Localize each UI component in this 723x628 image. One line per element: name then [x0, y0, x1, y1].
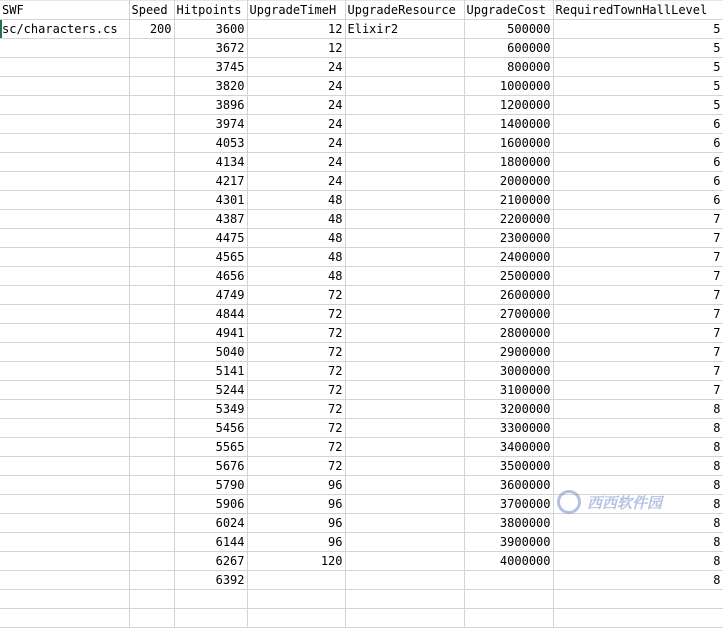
cell-requiredtownhalllevel[interactable]: 5 — [553, 20, 723, 39]
cell-upgradecost[interactable] — [464, 571, 553, 590]
cell-upgradetimeh[interactable]: 12 — [247, 39, 345, 58]
table-row — [0, 134, 723, 153]
cell-upgradecost[interactable]: 3100000 — [464, 381, 553, 400]
cell-upgraderesource[interactable] — [345, 39, 464, 58]
empty-cell[interactable] — [464, 609, 553, 628]
cell-speed[interactable] — [129, 191, 174, 210]
cell-speed[interactable] — [129, 514, 174, 533]
cell-hitpoints[interactable]: 4749 — [174, 286, 247, 305]
cell-upgradetimeh[interactable]: 24 — [247, 115, 345, 134]
cell-upgraderesource[interactable] — [345, 514, 464, 533]
cell-swf[interactable] — [0, 476, 129, 495]
cell-swf[interactable] — [0, 153, 129, 172]
cell-upgradecost[interactable]: 800000 — [464, 58, 553, 77]
cell-upgradecost[interactable]: 1200000 — [464, 96, 553, 115]
cell-requiredtownhalllevel[interactable]: 5 — [553, 58, 723, 77]
column-header-upgradetimeh[interactable]: UpgradeTimeH — [247, 1, 345, 20]
cell-speed[interactable] — [129, 58, 174, 77]
cell-requiredtownhalllevel[interactable]: 8 — [553, 419, 723, 438]
cell-swf[interactable] — [0, 343, 129, 362]
cell-upgradecost[interactable]: 1600000 — [464, 134, 553, 153]
table-row — [0, 191, 723, 210]
table-row — [0, 286, 723, 305]
cell-upgradecost[interactable]: 2900000 — [464, 343, 553, 362]
cell-requiredtownhalllevel[interactable]: 7 — [553, 248, 723, 267]
cell-swf[interactable] — [0, 96, 129, 115]
cell-requiredtownhalllevel[interactable]: 7 — [553, 324, 723, 343]
cell-requiredtownhalllevel[interactable]: 8 — [553, 533, 723, 552]
cell-upgraderesource[interactable] — [345, 457, 464, 476]
cell-hitpoints[interactable]: 3896 — [174, 96, 247, 115]
cell-requiredtownhalllevel[interactable]: 8 — [553, 457, 723, 476]
cell-swf[interactable] — [0, 172, 129, 191]
cell-swf[interactable] — [0, 552, 129, 571]
table-row — [0, 419, 723, 438]
cell-requiredtownhalllevel[interactable]: 6 — [553, 115, 723, 134]
cell-upgradecost[interactable]: 1400000 — [464, 115, 553, 134]
cell-upgradetimeh[interactable]: 24 — [247, 153, 345, 172]
table-row — [0, 400, 723, 419]
cell-upgradetimeh[interactable]: 72 — [247, 362, 345, 381]
cell-requiredtownhalllevel[interactable]: 8 — [553, 400, 723, 419]
cell-speed[interactable] — [129, 476, 174, 495]
cell-swf[interactable] — [0, 305, 129, 324]
cell-speed[interactable] — [129, 248, 174, 267]
cell-upgradetimeh[interactable]: 72 — [247, 457, 345, 476]
table-row — [0, 343, 723, 362]
cell-upgradecost[interactable]: 3200000 — [464, 400, 553, 419]
cell-speed[interactable] — [129, 172, 174, 191]
header-row — [0, 1, 723, 20]
cell-upgradetimeh[interactable]: 96 — [247, 533, 345, 552]
cell-upgraderesource[interactable] — [345, 248, 464, 267]
cell-upgraderesource[interactable] — [345, 172, 464, 191]
cell-upgradetimeh[interactable]: 48 — [247, 210, 345, 229]
cell-hitpoints[interactable]: 4475 — [174, 229, 247, 248]
table-row — [0, 58, 723, 77]
cell-upgraderesource[interactable] — [345, 286, 464, 305]
cell-swf[interactable] — [0, 77, 129, 96]
cell-upgradecost[interactable]: 3300000 — [464, 419, 553, 438]
table-row — [0, 77, 723, 96]
cell-speed[interactable] — [129, 267, 174, 286]
cell-hitpoints[interactable]: 3974 — [174, 115, 247, 134]
cell-hitpoints[interactable]: 4134 — [174, 153, 247, 172]
cell-hitpoints[interactable]: 3672 — [174, 39, 247, 58]
cell-upgradetimeh[interactable]: 96 — [247, 514, 345, 533]
cell-upgraderesource[interactable] — [345, 77, 464, 96]
column-header-upgraderesource[interactable]: UpgradeResource — [345, 1, 464, 20]
cell-hitpoints[interactable]: 4301 — [174, 191, 247, 210]
cell-speed[interactable] — [129, 571, 174, 590]
cell-speed[interactable] — [129, 286, 174, 305]
cell-swf[interactable] — [0, 438, 129, 457]
cell-upgradetimeh[interactable]: 72 — [247, 381, 345, 400]
table-row — [0, 552, 723, 571]
cell-requiredtownhalllevel[interactable]: 5 — [553, 39, 723, 58]
cell-upgradecost[interactable]: 3500000 — [464, 457, 553, 476]
cell-swf[interactable] — [0, 115, 129, 134]
cell-swf[interactable] — [0, 229, 129, 248]
cell-swf[interactable] — [0, 210, 129, 229]
cell-upgradecost[interactable]: 3900000 — [464, 533, 553, 552]
cell-upgraderesource[interactable] — [345, 438, 464, 457]
table-row — [0, 20, 723, 39]
cell-hitpoints[interactable]: 5040 — [174, 343, 247, 362]
cell-hitpoints[interactable]: 6267 — [174, 552, 247, 571]
empty-cell[interactable] — [174, 609, 247, 628]
cell-speed[interactable] — [129, 134, 174, 153]
cell-requiredtownhalllevel[interactable]: 8 — [553, 438, 723, 457]
cell-speed[interactable] — [129, 419, 174, 438]
table-row — [0, 514, 723, 533]
cell-hitpoints[interactable]: 3745 — [174, 58, 247, 77]
cell-upgradetimeh[interactable]: 72 — [247, 400, 345, 419]
cell-speed[interactable] — [129, 305, 174, 324]
cell-upgraderesource[interactable] — [345, 419, 464, 438]
cell-hitpoints[interactable]: 3820 — [174, 77, 247, 96]
cell-upgradetimeh[interactable]: 72 — [247, 438, 345, 457]
cell-speed[interactable] — [129, 438, 174, 457]
cell-hitpoints[interactable]: 6144 — [174, 533, 247, 552]
cell-upgradetimeh[interactable]: 96 — [247, 476, 345, 495]
empty-cell[interactable] — [247, 609, 345, 628]
cell-requiredtownhalllevel[interactable]: 6 — [553, 172, 723, 191]
table-row — [0, 495, 723, 514]
empty-row — [0, 609, 723, 628]
cell-upgraderesource[interactable] — [345, 191, 464, 210]
cell-upgradetimeh[interactable]: 48 — [247, 229, 345, 248]
empty-cell[interactable] — [0, 609, 129, 628]
cell-swf[interactable]: sc/characters.cs — [0, 20, 129, 39]
cell-upgraderesource[interactable] — [345, 115, 464, 134]
table-row — [0, 571, 723, 590]
cell-upgraderesource[interactable] — [345, 552, 464, 571]
cell-speed[interactable] — [129, 495, 174, 514]
cell-swf[interactable] — [0, 419, 129, 438]
cell-upgraderesource[interactable] — [345, 400, 464, 419]
cell-requiredtownhalllevel[interactable]: 8 — [553, 514, 723, 533]
cell-hitpoints[interactable]: 6024 — [174, 514, 247, 533]
watermark-text: 西西软件园 — [587, 495, 663, 512]
empty-cell[interactable] — [174, 590, 247, 609]
cell-upgradetimeh[interactable]: 72 — [247, 286, 345, 305]
cell-swf[interactable] — [0, 39, 129, 58]
table-row — [0, 438, 723, 457]
cell-hitpoints[interactable]: 5906 — [174, 495, 247, 514]
cell-requiredtownhalllevel[interactable]: 7 — [553, 210, 723, 229]
cell-upgradecost[interactable]: 4000000 — [464, 552, 553, 571]
cell-upgradetimeh[interactable]: 24 — [247, 134, 345, 153]
table-row — [0, 96, 723, 115]
cell-upgraderesource[interactable] — [345, 229, 464, 248]
cell-upgradetimeh[interactable]: 72 — [247, 343, 345, 362]
empty-cell[interactable] — [345, 609, 464, 628]
cell-requiredtownhalllevel[interactable]: 5 — [553, 96, 723, 115]
cell-hitpoints[interactable]: 5676 — [174, 457, 247, 476]
cell-speed[interactable] — [129, 96, 174, 115]
cell-speed[interactable]: 200 — [129, 20, 174, 39]
cell-upgraderesource[interactable] — [345, 153, 464, 172]
cell-upgraderesource[interactable] — [345, 134, 464, 153]
cell-hitpoints[interactable]: 5565 — [174, 438, 247, 457]
empty-cell[interactable] — [553, 590, 723, 609]
cell-requiredtownhalllevel[interactable]: 7 — [553, 381, 723, 400]
cell-speed[interactable] — [129, 229, 174, 248]
cell-upgradecost[interactable]: 2400000 — [464, 248, 553, 267]
cell-hitpoints[interactable]: 4053 — [174, 134, 247, 153]
table-row — [0, 362, 723, 381]
cell-swf[interactable] — [0, 134, 129, 153]
column-header-swf[interactable]: SWF — [0, 1, 129, 20]
cell-speed[interactable] — [129, 115, 174, 134]
cell-speed[interactable] — [129, 343, 174, 362]
cell-hitpoints[interactable]: 4844 — [174, 305, 247, 324]
cell-hitpoints[interactable]: 4565 — [174, 248, 247, 267]
cell-swf[interactable] — [0, 324, 129, 343]
cell-requiredtownhalllevel[interactable]: 7 — [553, 286, 723, 305]
cell-upgraderesource[interactable] — [345, 96, 464, 115]
cell-hitpoints[interactable]: 5349 — [174, 400, 247, 419]
cell-swf[interactable] — [0, 381, 129, 400]
cell-upgradecost[interactable]: 1000000 — [464, 77, 553, 96]
cell-swf[interactable] — [0, 191, 129, 210]
cell-upgradetimeh[interactable]: 72 — [247, 419, 345, 438]
cell-upgraderesource[interactable] — [345, 343, 464, 362]
cell-speed[interactable] — [129, 533, 174, 552]
cell-requiredtownhalllevel[interactable]: 8 — [553, 571, 723, 590]
cell-upgraderesource[interactable] — [345, 476, 464, 495]
cell-speed[interactable] — [129, 362, 174, 381]
cell-speed[interactable] — [129, 153, 174, 172]
cell-hitpoints[interactable]: 5456 — [174, 419, 247, 438]
table-row — [0, 267, 723, 286]
cell-hitpoints[interactable]: 4656 — [174, 267, 247, 286]
cell-upgradetimeh[interactable]: 96 — [247, 495, 345, 514]
cell-upgraderesource[interactable] — [345, 267, 464, 286]
cell-upgradecost[interactable]: 2300000 — [464, 229, 553, 248]
cell-upgradecost[interactable]: 2200000 — [464, 210, 553, 229]
cell-swf[interactable] — [0, 533, 129, 552]
column-header-upgradecost[interactable]: UpgradeCost — [464, 1, 553, 20]
cell-speed[interactable] — [129, 77, 174, 96]
cell-requiredtownhalllevel[interactable]: 8 — [553, 476, 723, 495]
cell-upgradecost[interactable]: 600000 — [464, 39, 553, 58]
cell-upgraderesource[interactable] — [345, 58, 464, 77]
cell-swf[interactable] — [0, 248, 129, 267]
cell-hitpoints[interactable]: 5244 — [174, 381, 247, 400]
cell-upgradecost[interactable]: 3400000 — [464, 438, 553, 457]
cell-upgradecost[interactable]: 3700000 — [464, 495, 553, 514]
cell-upgradecost[interactable]: 1800000 — [464, 153, 553, 172]
cell-speed[interactable] — [129, 39, 174, 58]
cell-swf[interactable] — [0, 514, 129, 533]
cell-upgradetimeh[interactable] — [247, 571, 345, 590]
cell-upgraderesource[interactable] — [345, 533, 464, 552]
cell-hitpoints[interactable]: 6392 — [174, 571, 247, 590]
cell-requiredtownhalllevel[interactable]: 7 — [553, 267, 723, 286]
table-row — [0, 39, 723, 58]
table-row — [0, 115, 723, 134]
cell-upgradetimeh[interactable]: 24 — [247, 172, 345, 191]
column-header-requiredtownhalllevel[interactable]: RequiredTownHallLevel — [553, 1, 723, 20]
cell-speed[interactable] — [129, 210, 174, 229]
cell-upgraderesource[interactable] — [345, 362, 464, 381]
cell-swf[interactable] — [0, 286, 129, 305]
empty-cell[interactable] — [247, 590, 345, 609]
cell-swf[interactable] — [0, 58, 129, 77]
cell-upgradecost[interactable]: 2100000 — [464, 191, 553, 210]
cell-requiredtownhalllevel[interactable]: 8 — [553, 552, 723, 571]
cell-upgradetimeh[interactable]: 48 — [247, 191, 345, 210]
cell-speed[interactable] — [129, 457, 174, 476]
cell-upgradecost[interactable]: 500000 — [464, 20, 553, 39]
cell-hitpoints[interactable]: 4387 — [174, 210, 247, 229]
cell-upgradetimeh[interactable]: 120 — [247, 552, 345, 571]
cell-requiredtownhalllevel[interactable]: 8 — [553, 495, 723, 514]
cell-swf[interactable] — [0, 362, 129, 381]
cell-upgraderesource[interactable]: Elixir2 — [345, 20, 464, 39]
empty-row — [0, 590, 723, 609]
table-row — [0, 210, 723, 229]
cell-upgradetimeh[interactable]: 72 — [247, 305, 345, 324]
cell-upgraderesource[interactable] — [345, 381, 464, 400]
table-row — [0, 457, 723, 476]
column-header-hitpoints[interactable]: Hitpoints — [174, 1, 247, 20]
cell-speed[interactable] — [129, 324, 174, 343]
cell-upgraderesource[interactable] — [345, 305, 464, 324]
empty-cell[interactable] — [345, 590, 464, 609]
cell-upgradecost[interactable]: 2800000 — [464, 324, 553, 343]
cell-upgradecost[interactable]: 3800000 — [464, 514, 553, 533]
cell-requiredtownhalllevel[interactable]: 7 — [553, 343, 723, 362]
cell-hitpoints[interactable]: 4217 — [174, 172, 247, 191]
cell-upgradetimeh[interactable]: 48 — [247, 267, 345, 286]
table-row — [0, 153, 723, 172]
cell-requiredtownhalllevel[interactable]: 6 — [553, 134, 723, 153]
cell-upgradetimeh[interactable]: 48 — [247, 248, 345, 267]
cell-swf[interactable] — [0, 400, 129, 419]
table-row — [0, 476, 723, 495]
cell-upgradecost[interactable]: 2500000 — [464, 267, 553, 286]
cell-swf[interactable] — [0, 457, 129, 476]
table-row — [0, 172, 723, 191]
cell-upgradetimeh[interactable]: 24 — [247, 58, 345, 77]
empty-cell[interactable] — [129, 590, 174, 609]
cell-upgradecost[interactable]: 2000000 — [464, 172, 553, 191]
cell-upgraderesource[interactable] — [345, 324, 464, 343]
cell-upgradetimeh[interactable]: 12 — [247, 20, 345, 39]
cell-swf[interactable] — [0, 571, 129, 590]
cell-swf[interactable] — [0, 495, 129, 514]
cell-requiredtownhalllevel[interactable]: 6 — [553, 153, 723, 172]
table-row — [0, 324, 723, 343]
cell-speed[interactable] — [129, 381, 174, 400]
table-row — [0, 533, 723, 552]
cell-upgradecost[interactable]: 3000000 — [464, 362, 553, 381]
cell-hitpoints[interactable]: 3600 — [174, 20, 247, 39]
table-row — [0, 248, 723, 267]
table-row — [0, 381, 723, 400]
table-row — [0, 305, 723, 324]
cell-hitpoints[interactable]: 4941 — [174, 324, 247, 343]
cell-requiredtownhalllevel[interactable]: 5 — [553, 77, 723, 96]
empty-cell[interactable] — [0, 590, 129, 609]
cell-hitpoints[interactable]: 5790 — [174, 476, 247, 495]
cell-speed[interactable] — [129, 552, 174, 571]
empty-cell[interactable] — [129, 609, 174, 628]
empty-cell[interactable] — [464, 590, 553, 609]
cell-swf[interactable] — [0, 267, 129, 286]
cell-requiredtownhalllevel[interactable]: 6 — [553, 191, 723, 210]
cell-upgradetimeh[interactable]: 24 — [247, 77, 345, 96]
cell-requiredtownhalllevel[interactable]: 7 — [553, 229, 723, 248]
cell-upgradecost[interactable]: 2700000 — [464, 305, 553, 324]
cell-speed[interactable] — [129, 400, 174, 419]
cell-upgraderesource[interactable] — [345, 495, 464, 514]
cell-upgraderesource[interactable] — [345, 210, 464, 229]
cell-upgraderesource[interactable] — [345, 571, 464, 590]
cell-upgradecost[interactable]: 2600000 — [464, 286, 553, 305]
cell-hitpoints[interactable]: 5141 — [174, 362, 247, 381]
cell-upgradecost[interactable]: 3600000 — [464, 476, 553, 495]
cell-upgradetimeh[interactable]: 72 — [247, 324, 345, 343]
cell-upgradetimeh[interactable]: 24 — [247, 96, 345, 115]
empty-cell[interactable] — [553, 609, 723, 628]
table-row — [0, 229, 723, 248]
cell-requiredtownhalllevel[interactable]: 7 — [553, 362, 723, 381]
column-header-speed[interactable]: Speed — [129, 1, 174, 20]
cell-requiredtownhalllevel[interactable]: 7 — [553, 305, 723, 324]
